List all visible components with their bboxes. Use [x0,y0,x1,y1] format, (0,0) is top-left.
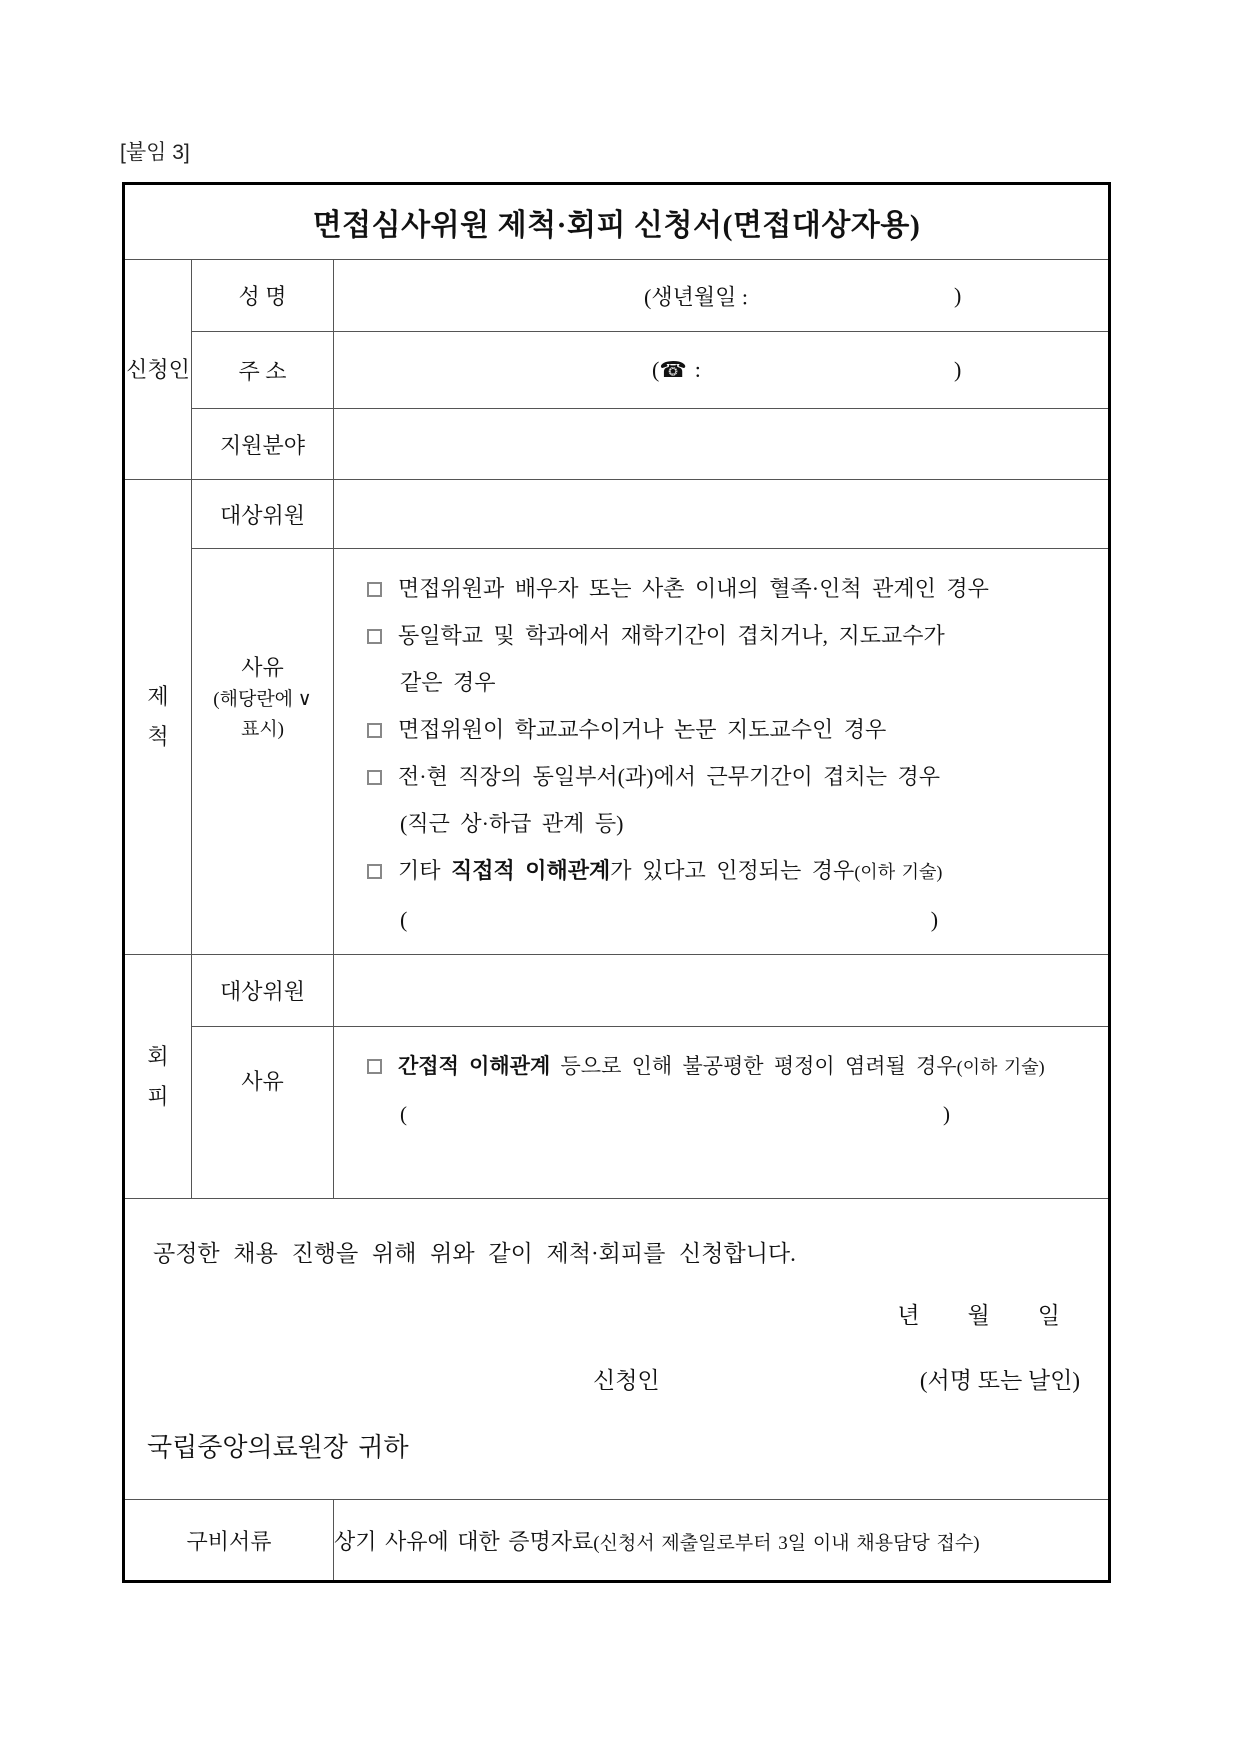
recusal-group-label [124,955,192,1199]
year-label: 년 [897,1303,920,1328]
exclusion-group-label [124,480,192,955]
fill-close-paren: ) [943,1102,951,1126]
exclusion-target-input-area[interactable] [334,480,1110,549]
fill-open-paren: ( [400,907,408,932]
checkbox-icon[interactable] [367,864,382,879]
signature-note: (서명 또는 날인) [919,1368,1081,1393]
form-title: 면접심사위원 제척·회피 신청서(면접대상자용) [124,184,1110,260]
phone-icon: ☎ [659,357,687,382]
exclusion-option-2 [367,612,1098,706]
applied-field-input-area[interactable] [334,409,1110,480]
exclusion-fill-in-area[interactable] [367,896,1098,943]
exclusion-option-2-text: 동일학교 및 학과에서 재학기간이 겹치거나, 지도교수가 [398,623,945,648]
exclusion-reason-options [334,549,1110,955]
fill-open-paren: ( [400,1102,407,1126]
exclusion-target-label: 대상위원 [192,480,334,549]
exclusion-option-1-text: 면접위원과 배우자 또는 사촌 이내의 혈족·인척 관계인 경우 [398,576,989,601]
exclusion-label-char-1: 제 [147,684,169,709]
documents-label: 구비서류 [124,1500,334,1582]
exclusion-label-char-2: 척 [147,724,169,749]
recusal-target-input-area[interactable] [334,955,1110,1027]
recusal-target-label: 대상위원 [192,955,334,1027]
applicant-group-label: 신청인 [124,260,192,480]
exclusion-option-5-note: (이하 기술) [854,862,943,882]
exclusion-option-3 [367,706,1098,753]
exclusion-option-4-text-line2: (직근 상·하급 관계 등) [400,811,624,836]
exclusion-option-2-text-line2: 같은 경우 [400,670,496,695]
checkbox-icon[interactable] [367,770,382,785]
exclusion-reason-note-1: (해당란에 ∨ [213,689,312,710]
exclusion-option-3-text: 면접위원이 학교교수이거나 논문 지도교수인 경우 [398,717,887,742]
exclusion-reason-note-2: 표시) [240,719,285,740]
exclusion-option-4-text: 전·현 직장의 동일부서(과)에서 근무기간이 겹치는 경우 [398,764,941,789]
applicant-signature-label: 신청인 [593,1368,660,1393]
checkbox-icon[interactable] [367,582,382,597]
recusal-reason-options [334,1027,1110,1199]
exclusion-option-4 [367,753,1098,847]
application-form-table [122,182,1111,1583]
recusal-option-1-note: (이하 기술) [956,1057,1045,1077]
checkbox-icon[interactable] [367,1059,382,1074]
exclusion-option-5-bold: 직접적 이해관계 [451,858,611,883]
address-input-area[interactable] [334,332,1110,409]
exclusion-option-5-pre: 기타 [398,858,452,883]
name-input-area[interactable] [334,260,1110,332]
checkbox-icon[interactable] [367,629,382,644]
name-label: 성 명 [192,260,334,332]
recusal-reason-label: 사유 [241,1069,284,1094]
exclusion-option-5-post: 가 있다고 인정되는 경우 [610,858,855,883]
recipient-line: 국립중앙의료원장 귀하 [147,1433,409,1462]
documents-note: (신청서 제출일로부터 3일 이내 채용담당 접수) [593,1532,980,1554]
date-line [897,1297,1060,1330]
day-label: 일 [1037,1303,1061,1328]
recusal-option-1-post: 등으로 인해 불공평한 평정이 염려될 경우 [550,1054,957,1078]
fill-close-paren: ) [930,907,939,932]
phone-note-open: ( [652,357,660,382]
recusal-label-char-1: 회 [147,1043,169,1069]
phone-note-colon: : [694,357,701,382]
recusal-reason-label-cell [192,1027,334,1199]
recusal-label-char-2: 피 [147,1083,169,1109]
recusal-fill-in-area[interactable] [367,1091,1098,1138]
documents-text: 상기 사유에 대한 증명자료 [334,1528,594,1554]
birthdate-note-close: ) [954,282,962,308]
exclusion-option-5 [367,847,1098,896]
birthdate-note: (생년월일 : [644,284,748,309]
phone-note-close: ) [954,357,962,382]
recusal-option-1 [367,1043,1098,1091]
exclusion-reason-label: 사유 [241,655,284,680]
applied-field-label: 지원분야 [192,409,334,480]
exclusion-option-1 [367,565,1098,612]
closing-section [124,1199,1110,1500]
exclusion-reason-label-cell [192,549,334,955]
address-label: 주 소 [192,332,334,409]
checkbox-icon[interactable] [367,723,382,738]
declaration-text: 공정한 채용 진행을 위해 위와 같이 제척·회피를 신청합니다. [153,1241,796,1266]
documents-text-cell [334,1500,1110,1582]
recusal-option-1-bold: 간접적 이해관계 [398,1054,551,1078]
month-label: 월 [967,1303,990,1328]
phone-note [652,357,701,383]
attachment-label: [붙임 3] [120,141,190,164]
